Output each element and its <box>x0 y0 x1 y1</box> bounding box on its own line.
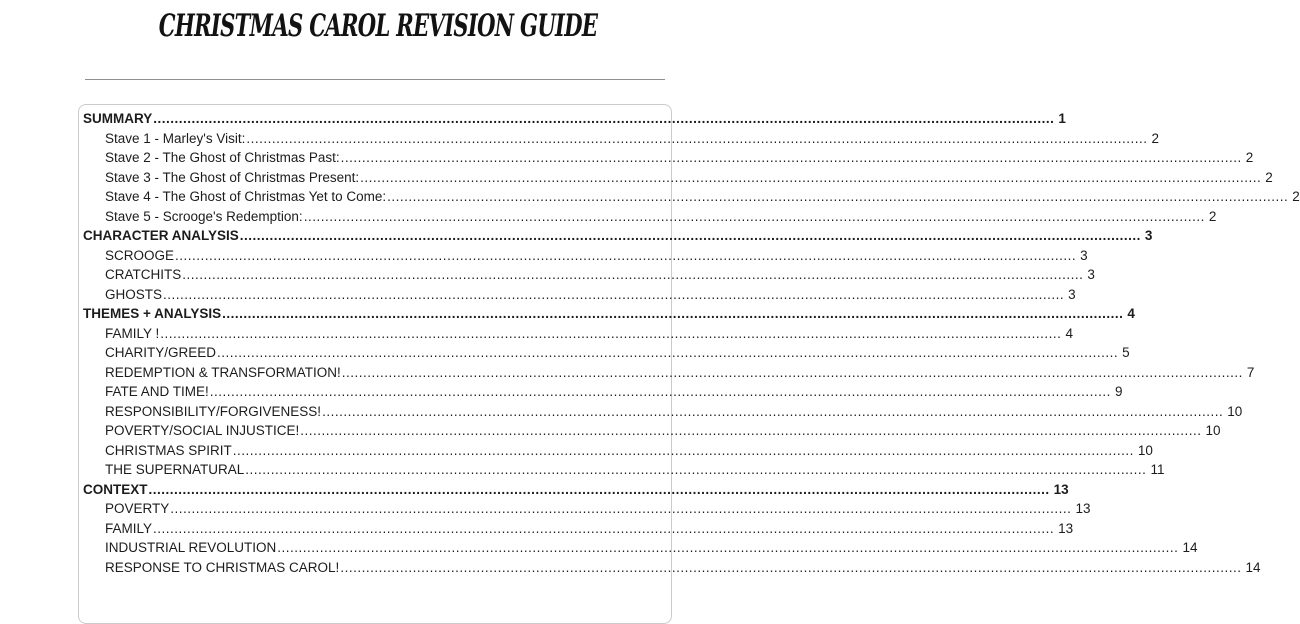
toc-dot-leader <box>182 265 1083 285</box>
toc-entry-label: CONTEXT <box>83 481 148 497</box>
toc-entry-label: FATE AND TIME! <box>105 384 209 400</box>
toc-entry-industrial-revolution[interactable] <box>79 538 1198 558</box>
toc-entry-fate-and-time[interactable] <box>79 382 1123 402</box>
toc-dot-leader <box>233 441 1134 461</box>
toc-entry-label: POVERTY/SOCIAL INJUSTICE! <box>105 423 300 439</box>
toc-dot-leader <box>240 226 1141 246</box>
toc-entry-label: THEMES + ANALYSIS <box>83 306 222 322</box>
toc-page-number: 10 <box>1227 403 1243 419</box>
toc-page-number: 10 <box>1205 423 1221 439</box>
toc-entry-charity-greed[interactable] <box>79 343 1130 363</box>
toc-entry-label: Stave 3 - The Ghost of Christmas Present: <box>105 169 360 185</box>
toc-dot-leader <box>322 402 1223 422</box>
document-title: CHRISTMAS CAROL REVISION GUIDE <box>158 8 598 44</box>
toc-page-number: 3 <box>1144 228 1153 244</box>
toc-entry-ghosts[interactable] <box>79 285 1076 305</box>
toc-dot-leader <box>149 480 1050 500</box>
toc-page-number: 1 <box>1058 111 1066 126</box>
toc-entry-label: CHRISTMAS SPIRIT <box>105 442 232 458</box>
toc-entry-responsibility-forgiveness[interactable] <box>79 402 1243 422</box>
toc-page-number: 13 <box>1053 481 1069 497</box>
toc-entry-label: POVERTY <box>105 501 170 517</box>
toc-page-number: 4 <box>1127 306 1135 322</box>
toc-page-number: 5 <box>1122 345 1130 361</box>
toc-dot-leader <box>210 382 1111 402</box>
toc-entry-stave-1[interactable] <box>79 129 1160 149</box>
toc-entry-context[interactable] <box>79 480 1069 500</box>
toc-entry-stave-4[interactable] <box>79 187 1300 207</box>
toc-page-number: 11 <box>1150 462 1165 478</box>
toc-page-number: 3 <box>1080 247 1088 263</box>
toc-page-number: 2 <box>1151 130 1160 146</box>
toc-dot-leader <box>217 343 1118 363</box>
toc-dot-leader <box>175 246 1076 266</box>
toc-entry-label: FAMILY ! <box>105 325 160 341</box>
toc-entry-label: RESPONSE TO CHRISTMAS CAROL! <box>105 559 340 575</box>
toc-page-number: 13 <box>1058 520 1074 536</box>
toc-entry-label: CRATCHITS <box>105 267 182 283</box>
toc-entry-label: CHARITY/GREED <box>105 345 217 361</box>
toc-entry-redemption-transformation[interactable] <box>79 363 1255 383</box>
toc-entry-label: Stave 4 - The Ghost of Christmas Yet to Come: <box>105 189 387 205</box>
toc-dot-leader <box>300 421 1201 441</box>
toc-entry-stave-3[interactable] <box>79 168 1273 188</box>
toc-page-number: 3 <box>1087 267 1095 283</box>
toc-entry-summary[interactable] <box>79 109 1066 129</box>
toc-page-number: 2 <box>1292 189 1300 205</box>
toc-entry-label: Stave 5 - Scrooge's Redemption: <box>105 208 303 224</box>
toc-dot-leader <box>360 168 1261 188</box>
toc-page-number: 2 <box>1245 150 1254 166</box>
toc-page-number: 13 <box>1075 501 1091 517</box>
toc-page-number: 10 <box>1137 442 1153 458</box>
toc-entry-character-analysis[interactable] <box>79 226 1153 246</box>
toc-entry-label: GHOSTS <box>105 286 163 302</box>
toc-entry-stave-5[interactable] <box>79 207 1217 227</box>
toc-dot-leader <box>163 285 1064 305</box>
toc-entry-label: RESPONSIBILITY/FORGIVENESS! <box>105 403 322 419</box>
toc-entry-cratchits[interactable] <box>79 265 1095 285</box>
toc-entry-label: REDEMPTION & TRANSFORMATION! <box>105 364 341 380</box>
toc-entry-label: Stave 2 - The Ghost of Christmas Past: <box>105 150 340 166</box>
toc-dot-leader <box>245 460 1146 480</box>
table-of-contents <box>78 104 1300 624</box>
toc-entry-the-supernatural[interactable] <box>79 460 1165 480</box>
toc-entry-poverty-social-injustice[interactable] <box>79 421 1221 441</box>
toc-entry-label: THE SUPERNATURAL <box>105 462 245 478</box>
toc-dot-leader <box>222 304 1123 324</box>
toc-entry-scrooge[interactable] <box>79 246 1088 266</box>
toc-dot-leader <box>341 148 1242 168</box>
toc-page-number: 4 <box>1065 325 1073 341</box>
toc-entry-label: FAMILY <box>105 520 153 536</box>
toc-entry-christmas-spirit[interactable] <box>79 441 1153 461</box>
toc-entry-poverty-context[interactable] <box>79 499 1091 519</box>
toc-dot-leader <box>153 519 1054 539</box>
toc-dot-leader <box>304 207 1205 227</box>
toc-entry-label: Stave 1 - Marley's Visit: <box>105 130 246 146</box>
toc-entry-response-to-christmas-carol[interactable] <box>79 558 1261 578</box>
toc-dot-leader <box>387 187 1288 207</box>
toc-dot-leader <box>340 558 1241 578</box>
toc-dot-leader <box>153 109 1054 129</box>
toc-entry-label: SCROOGE <box>105 247 175 263</box>
title-divider <box>85 79 665 80</box>
toc-entry-family-theme[interactable] <box>79 324 1073 344</box>
toc-dot-leader <box>277 538 1178 558</box>
toc-entry-themes-analysis[interactable] <box>79 304 1135 324</box>
toc-entry-family-context[interactable] <box>79 519 1074 539</box>
toc-page-number: 2 <box>1208 208 1217 224</box>
toc-dot-leader <box>342 363 1243 383</box>
toc-entry-label: SUMMARY <box>83 111 153 126</box>
toc-entry-label: INDUSTRIAL REVOLUTION <box>105 540 277 556</box>
toc-dot-leader <box>246 129 1147 149</box>
toc-page-number: 7 <box>1246 364 1255 380</box>
toc-page-number: 2 <box>1265 169 1273 185</box>
toc-page-number: 14 <box>1182 540 1198 556</box>
toc-page-number: 3 <box>1068 286 1076 302</box>
toc-page-number: 9 <box>1114 384 1123 400</box>
toc-dot-leader <box>170 499 1071 519</box>
toc-page-number: 14 <box>1245 559 1261 575</box>
toc-entry-label: CHARACTER ANALYSIS <box>83 228 239 244</box>
toc-entry-stave-2[interactable] <box>79 148 1254 168</box>
toc-dot-leader <box>160 324 1061 344</box>
